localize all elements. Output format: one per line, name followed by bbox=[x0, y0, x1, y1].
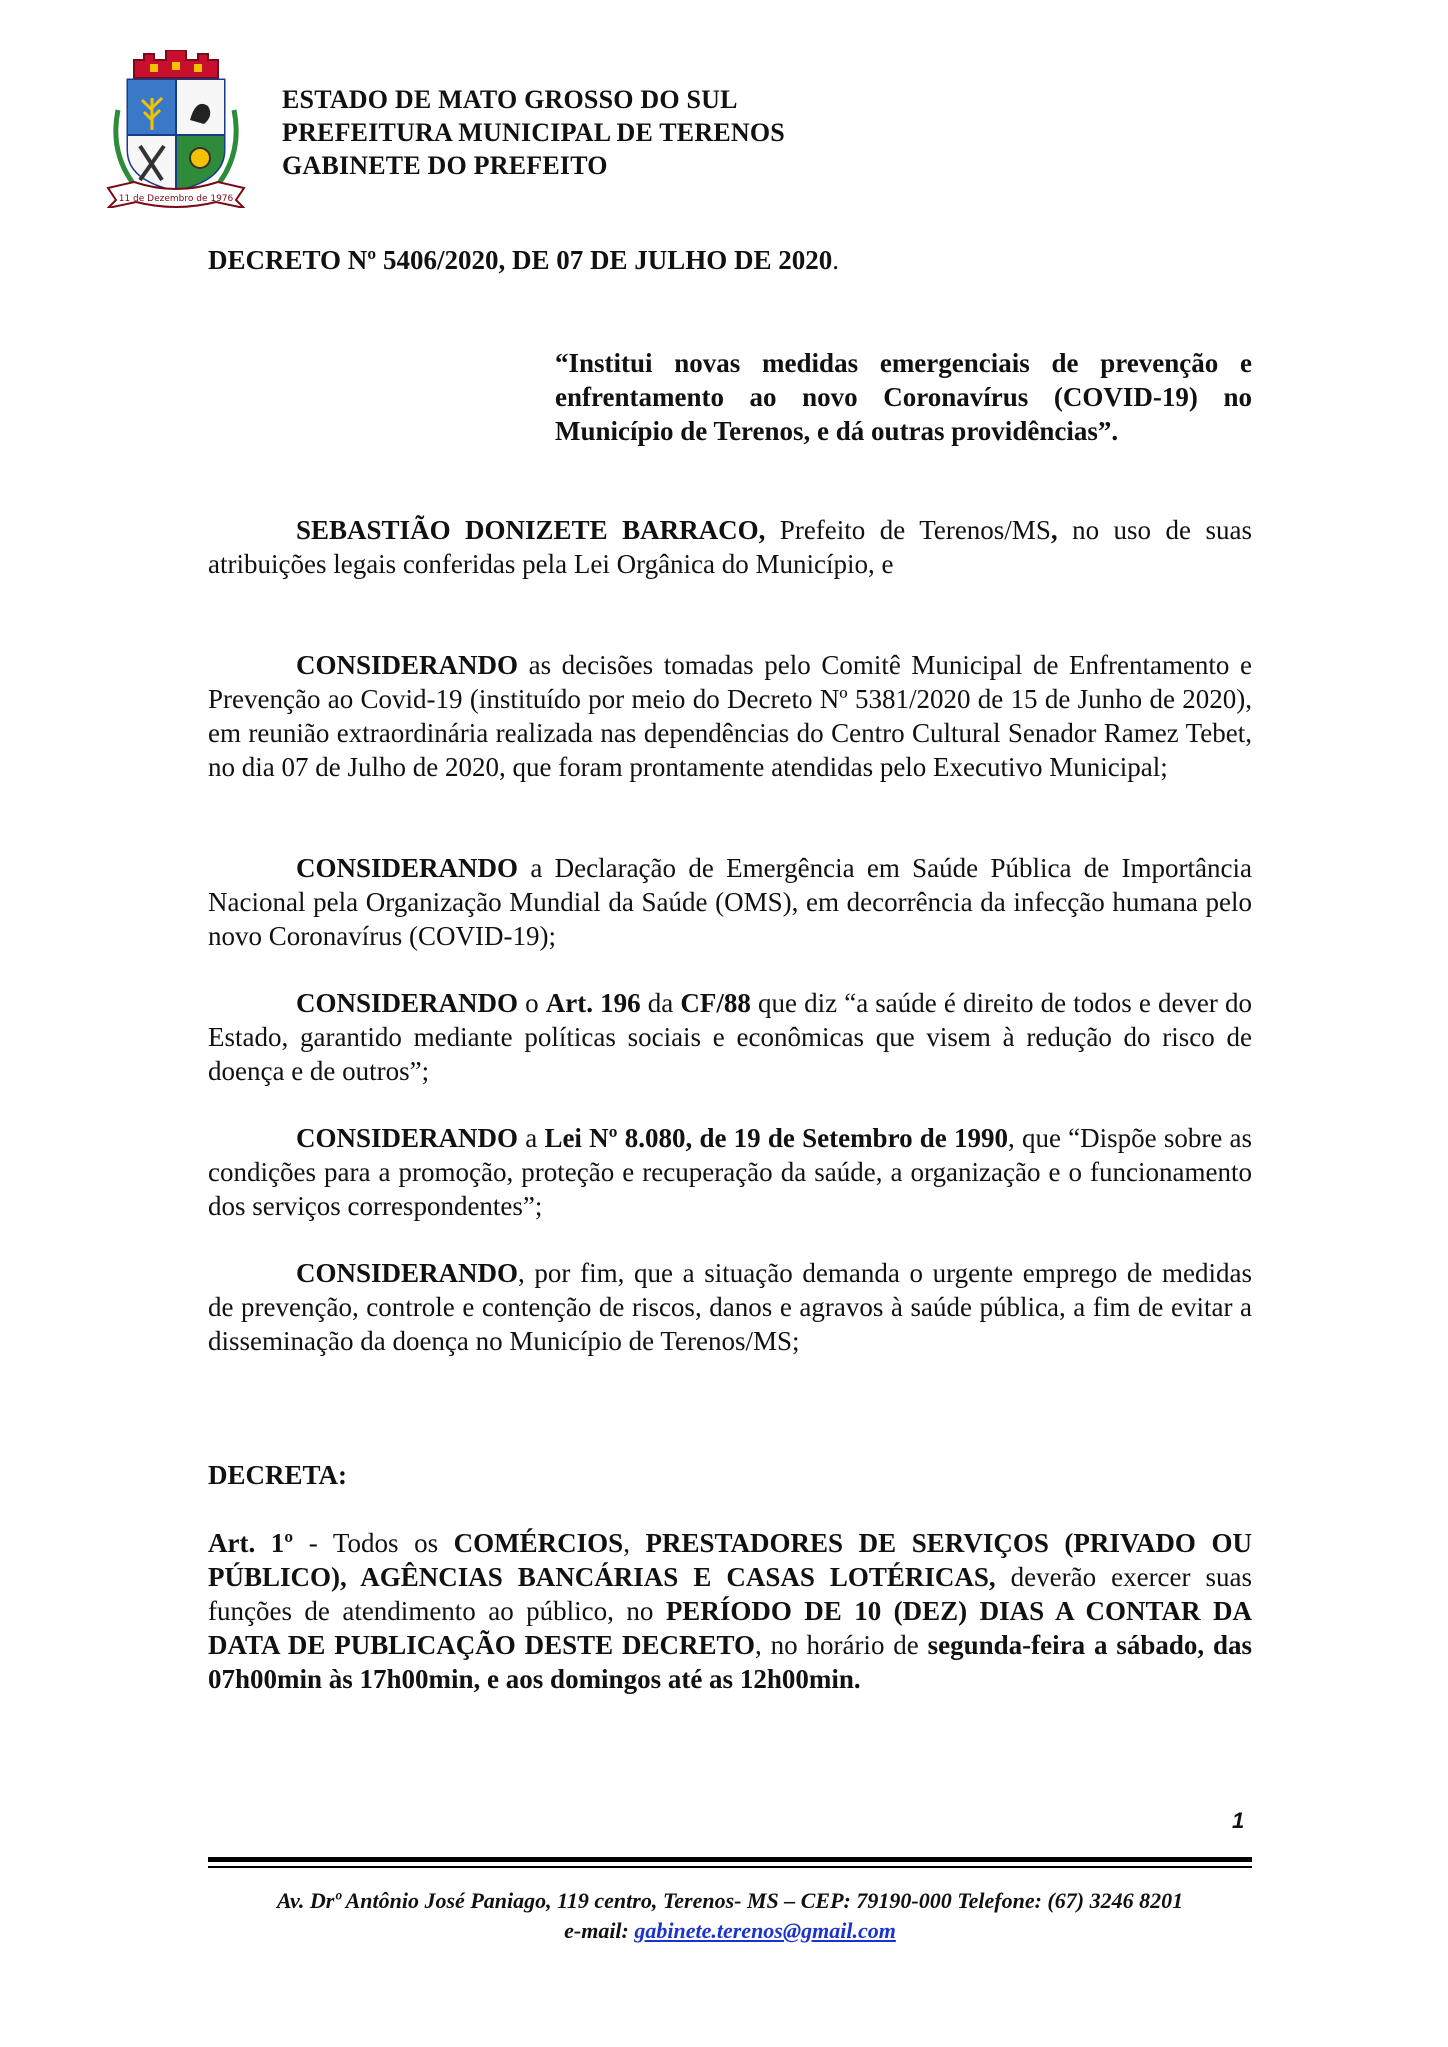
considerando-text: , que “Dispõe sobre as condições para a promoção, proteção e recuperação da saúde, a organização e o funcionamento dos serviços correspondentes”; bbox=[208, 1123, 1252, 1221]
considerando-text: o bbox=[518, 988, 546, 1018]
article-bold-text: COMÉRCIOS bbox=[453, 1528, 624, 1558]
considerando-text: , por fim, que a situação demanda o urgente emprego de medidas de prevenção, controle e contenção de riscos, danos e agravos à saúde pública, a fim de evitar a disseminação da doença no Município de Terenos/MS; bbox=[208, 1258, 1252, 1356]
header-prefecture: PREFEITURA MUNICIPAL DE TERENOS bbox=[282, 118, 785, 147]
header-office: GABINETE DO PREFEITO bbox=[282, 151, 608, 180]
footer-address: Av. Drº Antônio José Paniago, 119 centro, Terenos- MS – CEP: 79190-000 Telefone: (67) 3246 8201 bbox=[276, 1888, 1184, 1913]
preamble-comma: , bbox=[1050, 515, 1058, 545]
law-reference: Lei Nº 8.080, de 19 de Setembro de 1990 bbox=[544, 1123, 1008, 1153]
considerando-paragraph-3 bbox=[208, 986, 1252, 1088]
considerando-paragraph-1 bbox=[208, 648, 1252, 784]
article-text: deverão exercer suas funções de atendimento ao público, no bbox=[208, 1562, 1253, 1626]
article-text: , bbox=[623, 1528, 646, 1558]
article-text: - Todos os bbox=[293, 1528, 454, 1558]
considerando-keyword: CONSIDERANDO bbox=[296, 1258, 519, 1288]
footer-divider-thin bbox=[208, 1866, 1252, 1868]
considerando-keyword: CONSIDERANDO bbox=[296, 853, 519, 883]
considerando-paragraph-4 bbox=[208, 1121, 1252, 1223]
municipal-coat-of-arms bbox=[104, 50, 249, 208]
considerando-text: a Declaração de Emergência em Saúde Pública de Importância Nacional pela Organização Mundial da Saúde (OMS), em decorrência da infecção humana pelo novo Coronavírus (COVID-19); bbox=[208, 853, 1252, 951]
header-state: ESTADO DE MATO GROSSO DO SUL bbox=[282, 85, 738, 114]
constitution-reference: CF/88 bbox=[680, 988, 751, 1018]
mayor-name: SEBASTIÃO DONIZETE BARRACO, bbox=[296, 515, 766, 545]
preamble-paragraph bbox=[208, 513, 1252, 581]
article-text: , no horário de bbox=[755, 1630, 928, 1660]
considerando-keyword: CONSIDERANDO bbox=[296, 650, 519, 680]
considerando-keyword: CONSIDERANDO bbox=[296, 1123, 519, 1153]
article-bold-text: PRESTADORES DE SERVIÇOS (PRIVADO OU PÚBLICO), AGÊNCIAS BANCÁRIAS E CASAS LOTÉRICAS, bbox=[208, 1528, 1253, 1592]
considerando-keyword: CONSIDERANDO bbox=[296, 988, 519, 1018]
decree-title-period: . bbox=[832, 245, 839, 275]
letterhead bbox=[104, 50, 1344, 210]
email-label: e-mail: bbox=[564, 1918, 635, 1943]
article-reference: Art. 196 bbox=[545, 988, 641, 1018]
decreta-heading: DECRETA: bbox=[208, 1460, 348, 1490]
considerando-paragraph-2 bbox=[208, 851, 1252, 953]
page-number: 1 bbox=[1232, 1808, 1245, 1833]
preamble-text-b: no uso de suas atribuições legais conferidas pela Lei Orgânica do Município, e bbox=[208, 515, 1253, 579]
footer-divider bbox=[208, 1857, 1252, 1862]
considerando-text: a bbox=[518, 1123, 545, 1153]
article-1 bbox=[208, 1526, 1252, 1696]
footer-email-line bbox=[208, 1916, 1252, 1946]
email-link[interactable]: gabinete.terenos@gmail.com bbox=[634, 1918, 896, 1943]
article-label: Art. 1º bbox=[208, 1528, 294, 1558]
footer bbox=[208, 1886, 1252, 1946]
decree-summary: “Institui novas medidas emergenciais de prevenção e enfrentamento ao novo Coronavírus (COVID-19) no Município de Terenos, e dá outras providências”. bbox=[555, 348, 1252, 446]
svg-text:11 de Dezembro de 1976: 11 de Dezembro de 1976 bbox=[118, 194, 234, 204]
decree-title bbox=[208, 245, 839, 276]
considerando-text: as decisões tomadas pelo Comitê Municipal de Enfrentamento e Prevenção ao Covid-19 (instituído por meio do Decreto Nº 5381/2020 de 15 de Junho de 2020), em reunião extraordinária realizada nas dependências do Centro Cultural Senador Ramez Tebet, no dia 07 de Julho de 2020, que foram prontamente atendidas pelo Executivo Municipal; bbox=[208, 650, 1252, 782]
considerando-text: que diz “a saúde é direito de todos e dever do Estado, garantido mediante políticas sociais e econômicas que visem à redução do risco de doença e de outros”; bbox=[208, 988, 1253, 1086]
preamble-text-a: Prefeito de Terenos/MS bbox=[765, 515, 1051, 545]
considerando-paragraph-5 bbox=[208, 1256, 1252, 1358]
article-bold-text: PERÍODO DE 10 (DEZ) DIAS A CONTAR DA DATA DE PUBLICAÇÃO DESTE DECRETO bbox=[208, 1596, 1252, 1660]
article-bold-text: segunda-feira a sábado, das 07h00min às 17h00min, e aos domingos até as 12h00min. bbox=[208, 1630, 1253, 1694]
decree-title-text: DECRETO Nº 5406/2020, DE 07 DE JULHO DE 2020 bbox=[208, 245, 833, 275]
considerando-text: da bbox=[640, 988, 681, 1018]
letterhead-text bbox=[282, 83, 785, 182]
